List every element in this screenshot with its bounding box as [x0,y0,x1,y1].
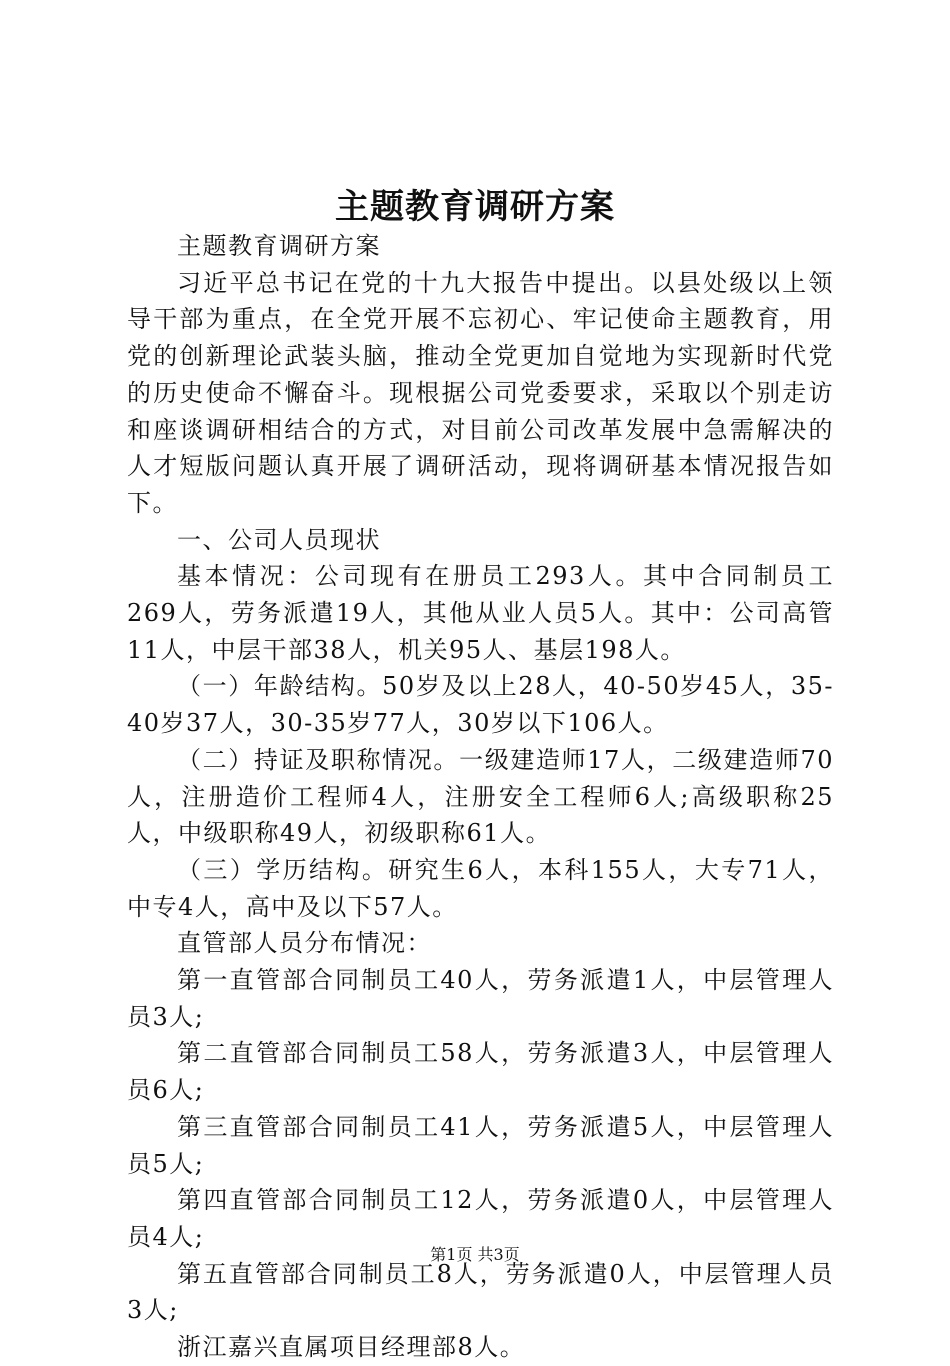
paragraph-department-2: 第二直管部合同制员工58人，劳务派遣3人，中层管理人员6人; [127,1039,834,1105]
paragraph-intro: 习近平总书记在党的十九大报告中提出。以县处级以上领导干部为重点，在全党开展不忘初心、牢记使命主题教育，用党的创新理论武装头脑，推动全党更加自觉地为实现新时代党的历史使命不懈奋斗。现根据公司党委要求，采取以个别走访和座谈调研相结合的方式，对目前公司改革发展中急需解决的人才短版问题认真开展了调研活动，现将调研基本情况报告如下。 [127,268,834,517]
paragraph-education-structure: （三）学历结构。研究生6人，本科155人，大专71人，中专4人，高中及以下57人。 [127,855,834,921]
paragraph-subtitle: 主题教育调研方案 [177,232,381,260]
paragraph-jiaxing-project: 浙江嘉兴直属项目经理部8人。 [177,1333,526,1362]
section-heading-staff-status: 一、公司人员现状 [177,525,381,554]
paragraph-certificates-titles: （二）持证及职称情况。一级建造师17人，二级建造师70人，注册造价工程师4人，注册安全工程师6人;高级职称25人，中级职称49人，初级职称61人。 [127,745,834,848]
document-title: 主题教育调研方案 [335,187,615,227]
paragraph-department-5: 第五直管部合同制员工8人，劳务派遣0人，中层管理人员3人; [127,1259,834,1325]
paragraph-age-structure: （一）年龄结构。50岁及以上28人，40-50岁45人，35-40岁37人，30-35岁77人，30岁以下106人。 [127,672,834,738]
paragraph-department-1: 第一直管部合同制员工40人，劳务派遣1人，中层管理人员3人; [127,966,834,1031]
paragraph-department-distribution-heading: 直管部人员分布情况： [177,929,432,958]
paragraph-department-3: 第三直管部合同制员工41人，劳务派遣5人，中层管理人员5人; [127,1112,834,1178]
paragraph-department-4: 第四直管部合同制员工12人，劳务派遣0人，中层管理人员4人; [127,1186,834,1251]
paragraph-basic-situation: 基本情况：公司现有在册员工293人。其中合同制员工269人，劳务派遣19人，其他从业人员5人。其中：公司高管11人，中层干部38人，机关95人、基层198人。 [127,562,834,664]
document-body [127,228,834,1366]
page-footer: 第1页 共3页 [430,1245,520,1264]
